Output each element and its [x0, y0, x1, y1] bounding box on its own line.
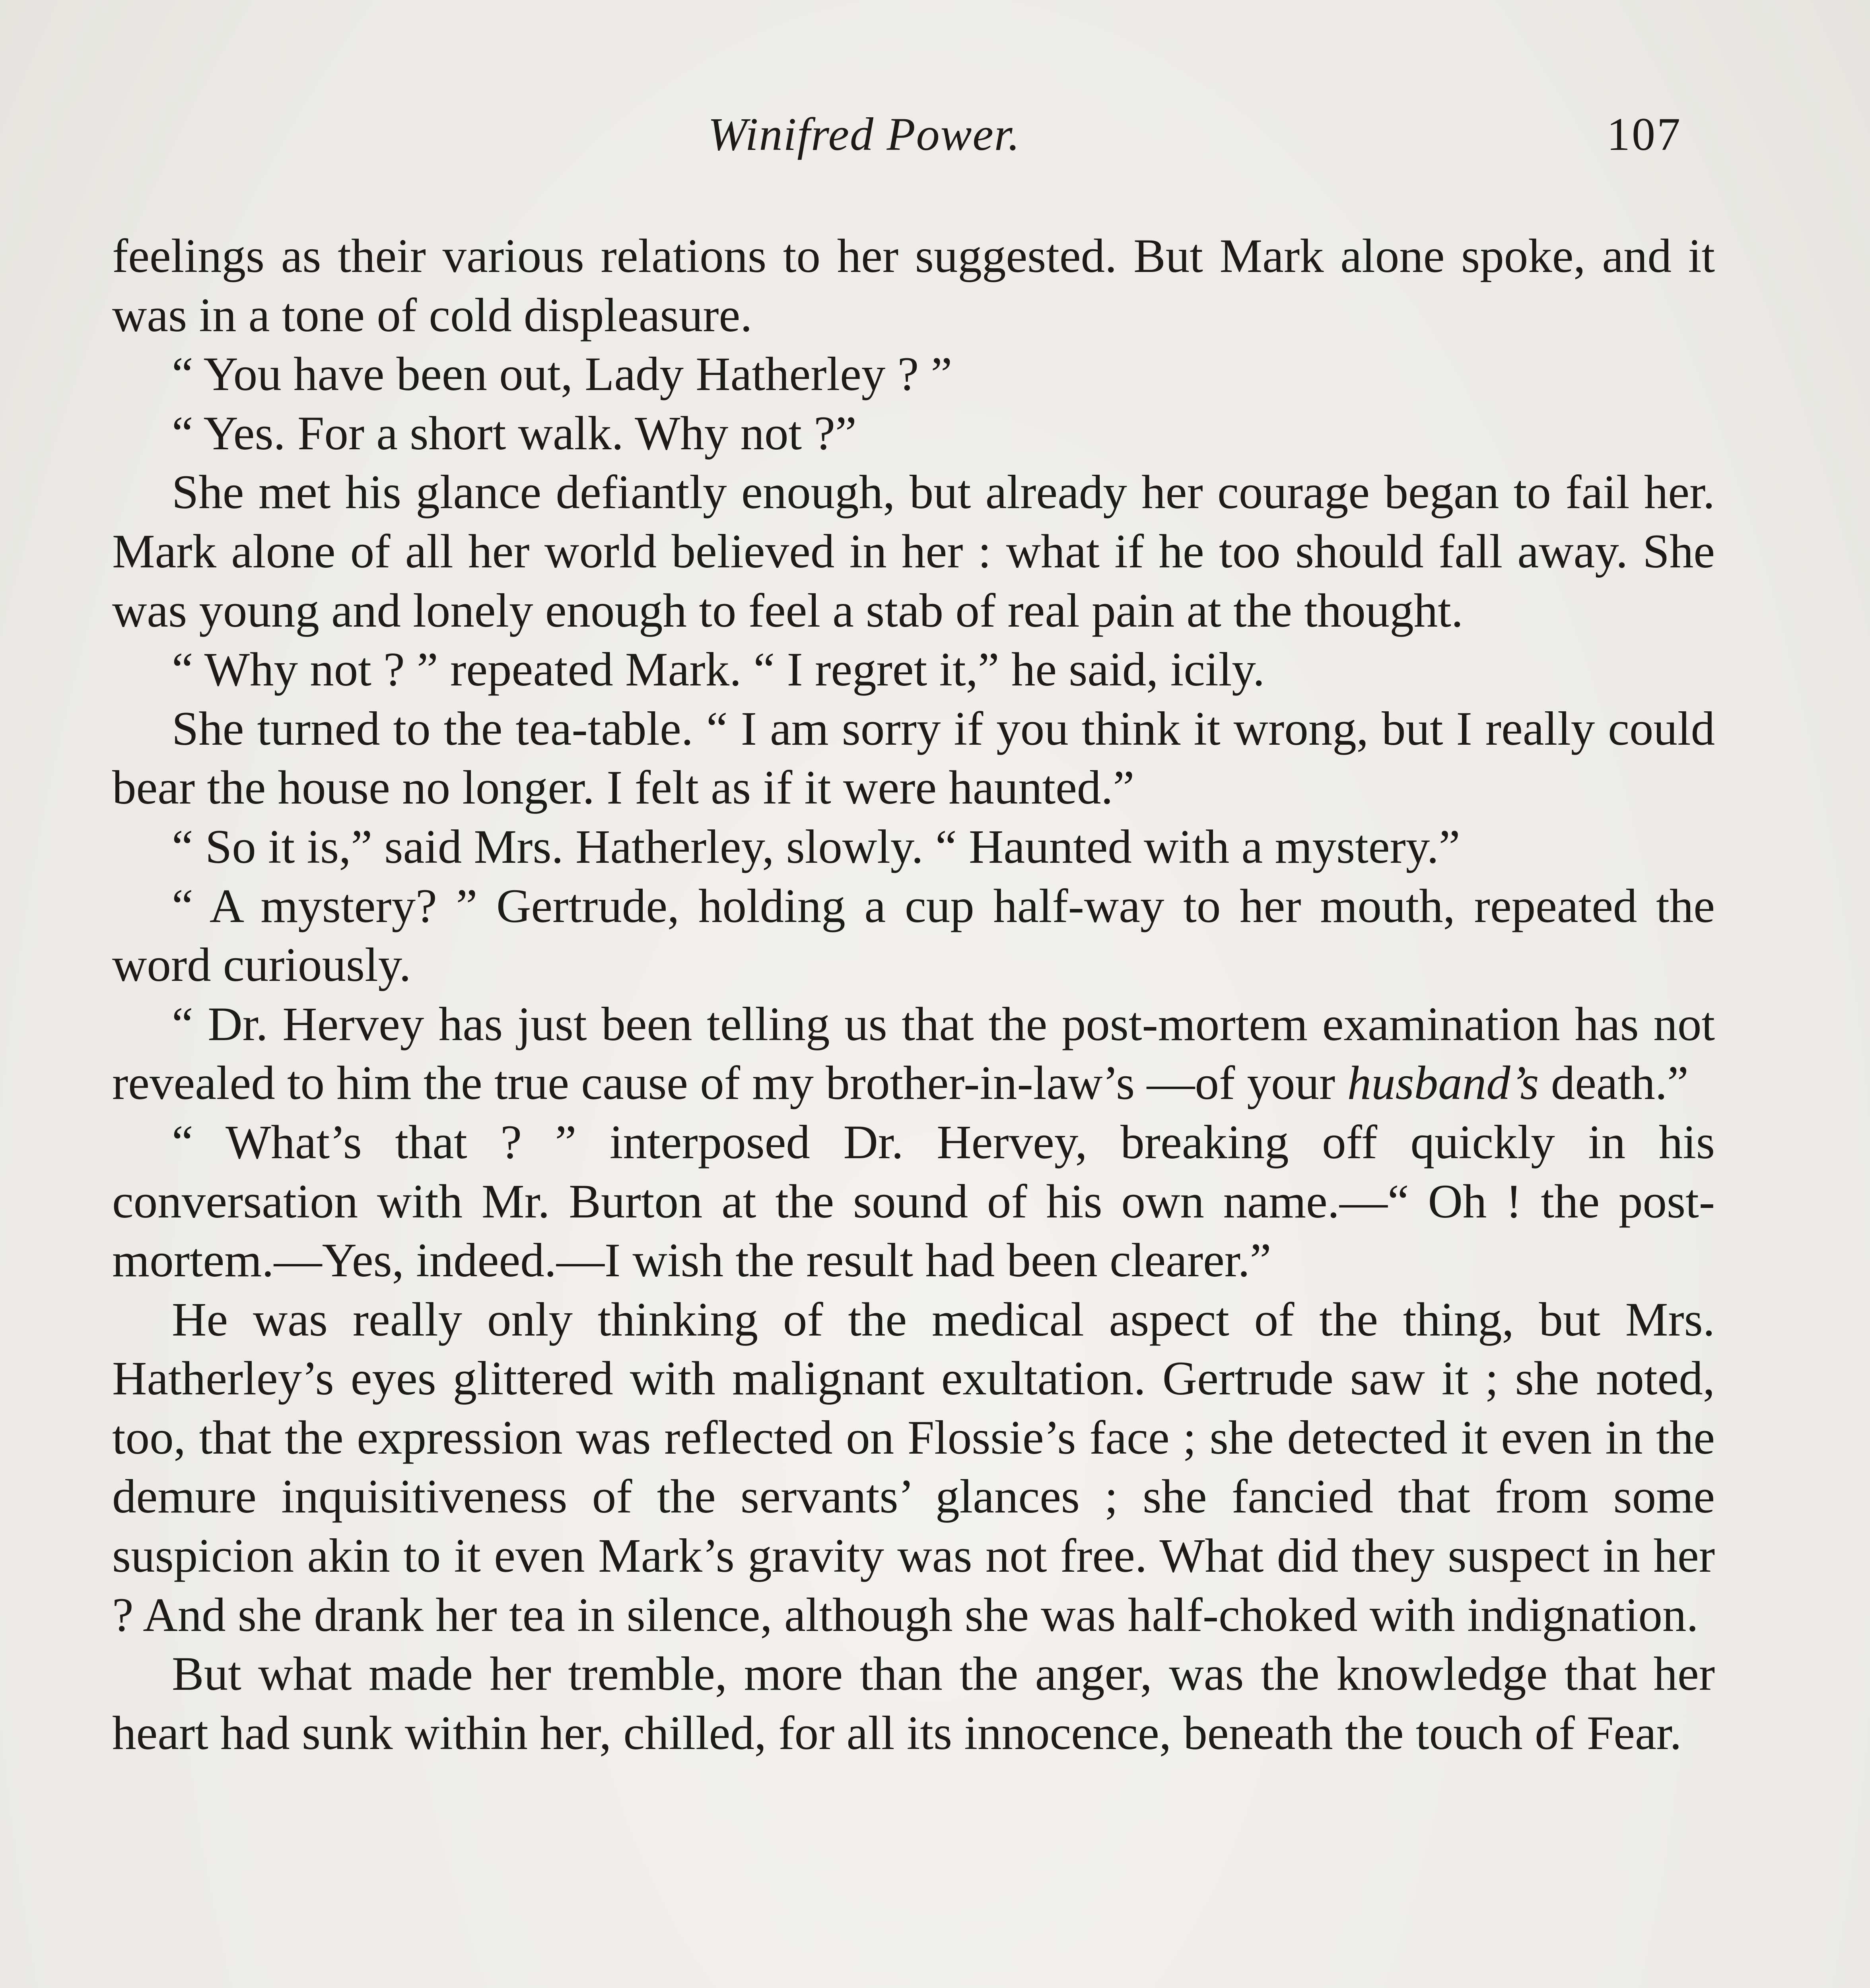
- paragraph: He was really only thinking of the medical aspect of the thing, but Mrs. Hatherley’s eyes glittered with malignant exultation. Gertrude saw it ; she noted, too, that the expression was reflected on Flossie’s face ; she detected it even in the demure inquisitiveness of the servants’ glances ; she fancied that from some suspicion akin to it even Mark’s gravity was not free. What did they suspect in her ? And she drank her tea in silence, although she was half-choked with indignation.: [112, 1293, 1715, 1642]
- paragraph: She met his glance defiantly enough, but already her courage began to fail her. Mark alone of all her world believed in her : what if he too should fall away. She was young and lonely enough to feel a stab of real pain at the thought.: [112, 466, 1715, 637]
- paragraph: “ A mystery? ” Gertrude, holding a cup half-way to her mouth, repeated the word curiously.: [112, 879, 1715, 992]
- body-text: [112, 227, 1715, 1763]
- paragraph: feelings as their various relations to her suggested. But Mark alone spoke, and it was in a tone of cold displeasure.: [112, 229, 1715, 342]
- paragraph: She turned to the tea-table. “ I am sorry if you think it wrong, but I really could bear the house no longer. I felt as if it were haunted.”: [112, 702, 1715, 815]
- paragraph-text: “ Dr. Hervey has just been telling us that the post-mortem examination has not revealed to him the true cause of my brother-in-law’s —of your: [112, 997, 1715, 1110]
- paragraph: “ You have been out, Lady Hatherley ? ”: [172, 348, 952, 401]
- running-title: Winifred Power.: [708, 108, 1021, 160]
- page-header: [0, 107, 1870, 171]
- paragraph: But what made her tremble, more than the anger, was the knowledge that her heart had sunk within her, chilled, for all its innocence, beneath the touch of Fear.: [112, 1647, 1715, 1760]
- paragraph: “ What’s that ? ” interposed Dr. Hervey, breaking off quickly in his conversation with Mr. Burton at the sound of his own name.—“ Oh ! the post-mortem.—Yes, indeed.—I wish the result had been clearer.”: [112, 1115, 1715, 1287]
- italic-emphasis: husband’s: [1347, 1056, 1539, 1110]
- paragraph: [112, 995, 1715, 1113]
- page-number: 107: [1607, 108, 1682, 160]
- paragraph: “ Yes. For a short walk. Why not ?”: [172, 406, 857, 460]
- paragraph-text: death.”: [1539, 1056, 1689, 1110]
- paragraph: “ So it is,” said Mrs. Hatherley, slowly. “ Haunted with a mystery.”: [172, 820, 1460, 874]
- paragraph: “ Why not ? ” repeated Mark. “ I regret it,” he said, icily.: [172, 643, 1265, 697]
